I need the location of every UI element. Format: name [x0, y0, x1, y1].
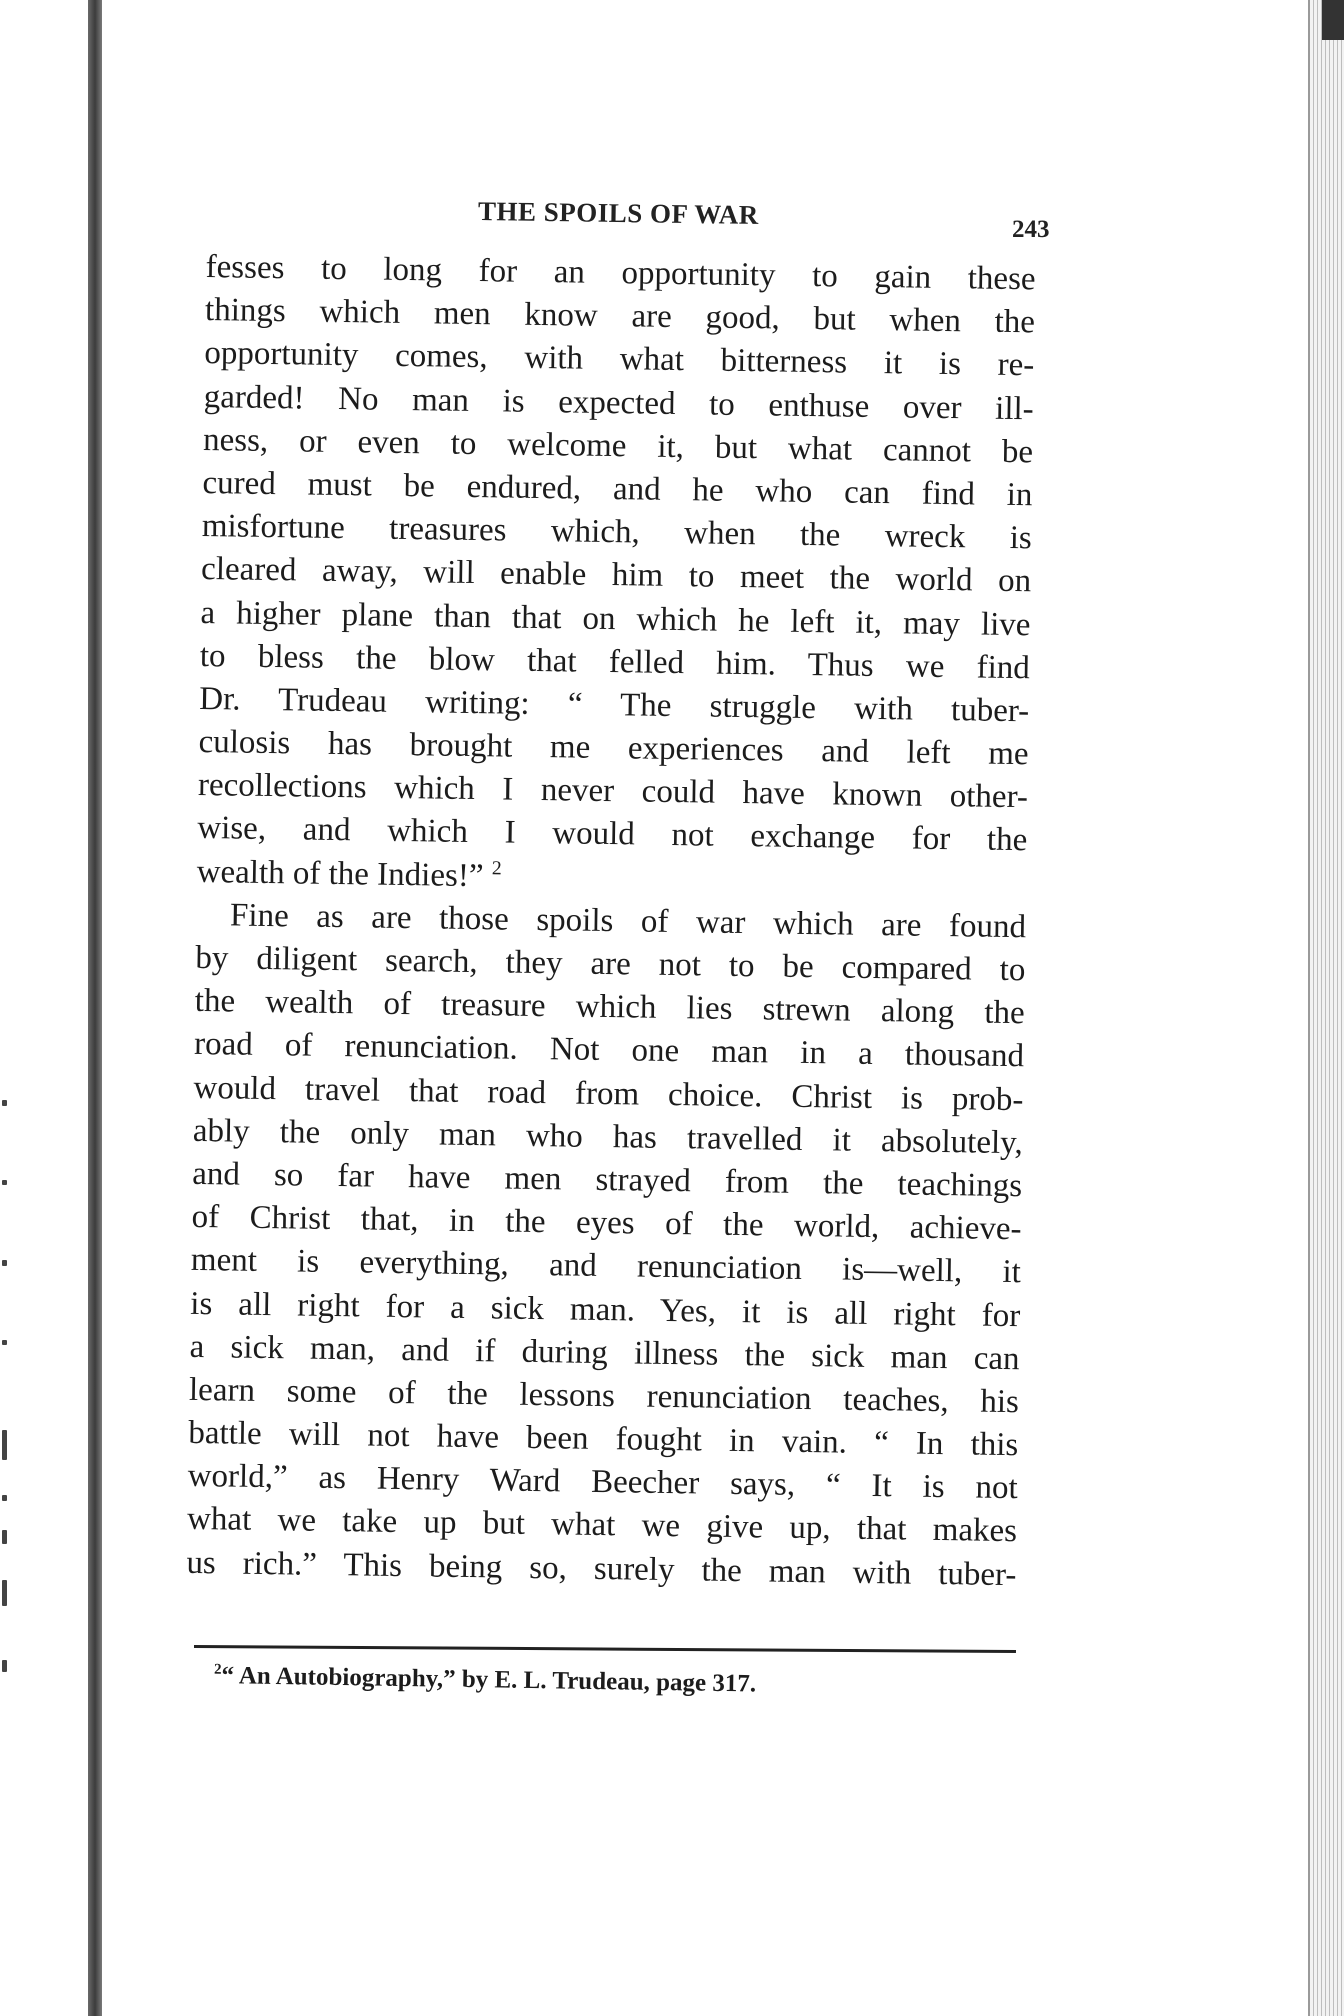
- text-line: wise, and which I would not exchange for the: [197, 810, 1028, 859]
- text-line: garded! No man is expected to enthuse over ill-: [203, 378, 1034, 427]
- text-line: Fine as are those spoils of war which are found: [229, 897, 1027, 946]
- footnote-text: “ An Autobiography,” by E. L. Trudeau, page 317.: [221, 1662, 757, 1698]
- footnote-marker: 2: [213, 1661, 222, 1678]
- text-line: by diligent search, they are not to be compared to: [195, 939, 1026, 989]
- text-line: ment is everything, and renunciation is—well, it: [190, 1242, 1022, 1291]
- text-line: Dr. Trudeau writing: “ The struggle with tuber-: [199, 680, 1030, 730]
- text-line: things which men know are good, but when the: [204, 292, 1036, 341]
- text-line: recollections which I never could have known other-: [197, 767, 1029, 816]
- text-line: what we take up but what we give up, that makes: [186, 1501, 1018, 1550]
- text-line: fesses to long for an opportunity to gain these: [205, 248, 1036, 298]
- text-line: cured must be endured, and he who can find in: [202, 464, 1033, 514]
- footnote-reference: 2: [491, 856, 502, 880]
- text-line: opportunity comes, with what bitterness it is re-: [204, 335, 1035, 384]
- text-line: of Christ that, in the eyes of the world, achieve-: [191, 1199, 1022, 1248]
- page-edge-stack: [1308, 0, 1344, 2016]
- text-line: world,” as Henry Ward Beecher says, “ It is not: [187, 1458, 1018, 1507]
- text-line: and so far have men strayed from the teachings: [191, 1155, 1023, 1205]
- text-line: learn some of the lessons renunciation teaches, his: [188, 1371, 1020, 1421]
- text-line: would travel that road from choice. Christ is prob-: [193, 1069, 1024, 1118]
- paragraph-1: [196, 246, 1036, 906]
- text-line: ness, or even to welcome it, but what cannot be: [202, 421, 1034, 471]
- text-line-content: wealth of the Indies!”: [196, 853, 484, 894]
- text-line: to bless the blow that felled him. Thus we find: [199, 637, 1031, 686]
- left-page-edge-marks: [0, 1100, 12, 1700]
- text-line: battle will not have been fought in vain. “ In this: [188, 1414, 1019, 1464]
- text-line: is all right for a sick man. Yes, it is all right for: [190, 1285, 1021, 1334]
- text-line: misfortune treasures which, when the wreck is: [201, 508, 1033, 557]
- page-number: 243: [1012, 216, 1050, 243]
- body-text: [186, 246, 1036, 1597]
- text-line: culosis has brought me experiences and left me: [198, 724, 1029, 773]
- text-line: a sick man, and if during illness the sick man can: [189, 1328, 1020, 1377]
- scan-corner-shadow: [1322, 0, 1344, 40]
- text-line: the wealth of treasure which lies strewn along the: [194, 983, 1025, 1032]
- left-page-gutter: [0, 0, 92, 2016]
- text-line: a higher plane than that on which he left it, may live: [200, 594, 1031, 643]
- text-line: road of renunciation. Not one man in a thousand: [193, 1026, 1025, 1075]
- text-line: us rich.” This being so, surely the man with tuber-: [186, 1544, 1017, 1593]
- text-line: cleared away, will enable him to meet the world on: [200, 551, 1032, 600]
- running-head: THE SPOILS OF WAR: [477, 196, 760, 230]
- book-binding-shadow: [88, 0, 102, 2016]
- paragraph-2: [186, 894, 1026, 1597]
- text-line: ably the only man who has travelled it absolutely,: [192, 1112, 1024, 1161]
